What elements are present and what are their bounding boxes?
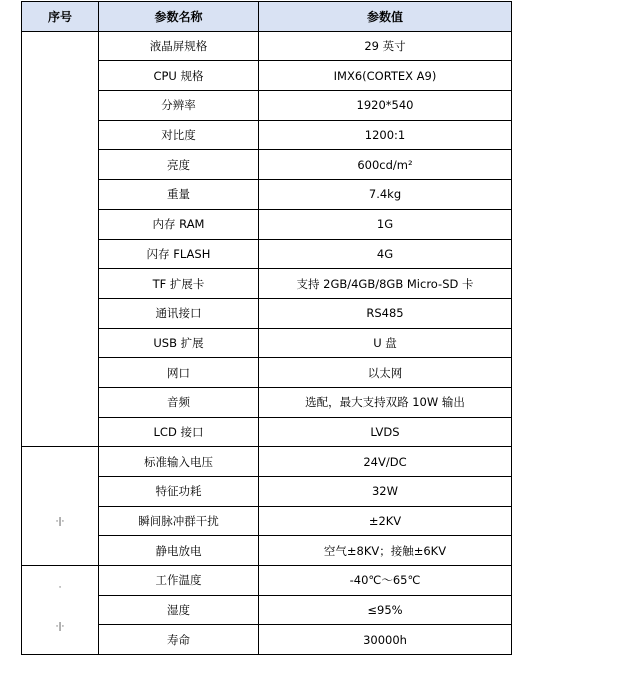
header-index: 序号 xyxy=(22,2,99,32)
param-name: LCD 接口 xyxy=(99,417,259,447)
param-name: 寿命 xyxy=(99,625,259,655)
group-3-mark-b: ·|· xyxy=(55,622,65,633)
param-name: 瞬间脉冲群干扰 xyxy=(99,506,259,536)
param-value: 4G xyxy=(259,239,512,269)
table-row xyxy=(22,31,512,61)
group-3-cell xyxy=(22,566,99,655)
param-name: 通讯接口 xyxy=(99,298,259,328)
param-value: 1200:1 xyxy=(259,120,512,150)
param-value: 1920*540 xyxy=(259,91,512,121)
param-name: 对比度 xyxy=(99,120,259,150)
param-name: TF 扩展卡 xyxy=(99,269,259,299)
param-name: 分辨率 xyxy=(99,91,259,121)
param-name: USB 扩展 xyxy=(99,328,259,358)
param-value: IMX6(CORTEX A9) xyxy=(259,61,512,91)
param-name: 重量 xyxy=(99,180,259,210)
group-3-mark-a: · xyxy=(58,583,62,594)
param-value: 24V/DC xyxy=(259,447,512,477)
param-value: 空气±8KV；接触±6KV xyxy=(259,536,512,566)
param-value: RS485 xyxy=(259,298,512,328)
param-name: 亮度 xyxy=(99,150,259,180)
group-1-cell xyxy=(22,31,99,447)
param-value: 30000h xyxy=(259,625,512,655)
param-name: 闪存 FLASH xyxy=(99,239,259,269)
param-name: 工作温度 xyxy=(99,566,259,596)
param-name: CPU 规格 xyxy=(99,61,259,91)
spec-table xyxy=(21,1,512,655)
param-name: 音频 xyxy=(99,387,259,417)
param-name: 特征功耗 xyxy=(99,477,259,507)
param-name: 静电放电 xyxy=(99,536,259,566)
param-value: 以太网 xyxy=(259,358,512,388)
table-row xyxy=(22,447,512,477)
header-row xyxy=(22,2,512,32)
param-value: U 盘 xyxy=(259,328,512,358)
param-value: -40℃～65℃ xyxy=(259,566,512,596)
param-name: 内存 RAM xyxy=(99,209,259,239)
param-name: 液晶屏规格 xyxy=(99,31,259,61)
param-value: 选配，最大支持双路 10W 输出 xyxy=(259,387,512,417)
param-name: 网口 xyxy=(99,358,259,388)
param-value: 29 英寸 xyxy=(259,31,512,61)
param-value: LVDS xyxy=(259,417,512,447)
param-value: ≤95% xyxy=(259,595,512,625)
param-value: 7.4kg xyxy=(259,180,512,210)
table-row xyxy=(22,566,512,596)
param-value: 支持 2GB/4GB/8GB Micro-SD 卡 xyxy=(259,269,512,299)
param-value: 1G xyxy=(259,209,512,239)
param-name: 标准输入电压 xyxy=(99,447,259,477)
param-name: 湿度 xyxy=(99,595,259,625)
param-value: 32W xyxy=(259,477,512,507)
group-2-mark: ·|· xyxy=(55,517,65,528)
header-param-value: 参数值 xyxy=(259,2,512,32)
header-param-name: 参数名称 xyxy=(99,2,259,32)
group-2-cell xyxy=(22,447,99,566)
param-value: 600cd/m² xyxy=(259,150,512,180)
param-value: ±2KV xyxy=(259,506,512,536)
